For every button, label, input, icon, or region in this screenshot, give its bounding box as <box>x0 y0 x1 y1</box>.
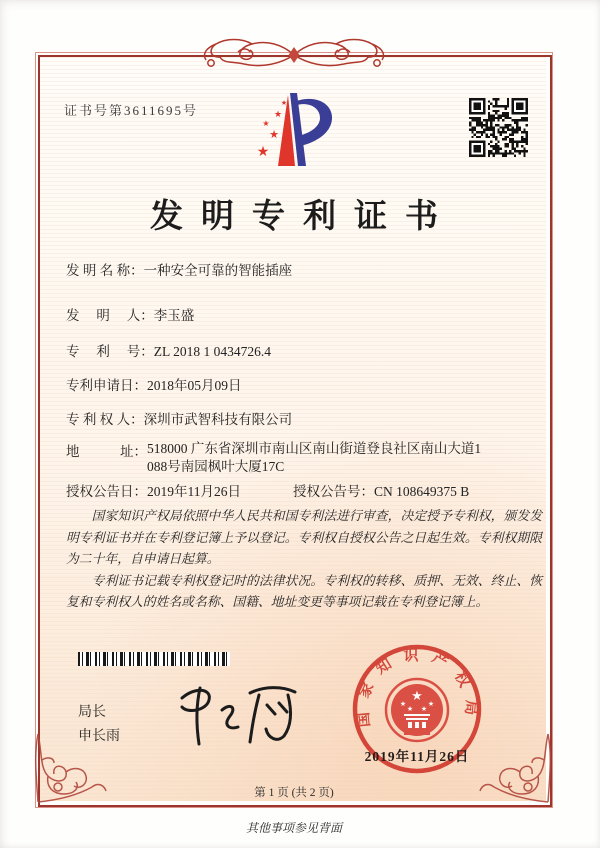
svg-text:★: ★ <box>280 99 288 107</box>
field-label: 专 利 权 人： <box>66 412 144 427</box>
field-label: 授权公告号： <box>293 484 374 499</box>
svg-text:★: ★ <box>420 705 428 713</box>
barcode <box>78 652 230 666</box>
field-label: 专 利 号： <box>66 344 154 359</box>
field-invention-name <box>66 259 292 279</box>
svg-text:★: ★ <box>256 144 270 160</box>
field-filing-date <box>66 374 242 394</box>
certificate-number: 证书号第3611695号 <box>64 103 199 118</box>
back-side-note: 其他事项参见背面 <box>245 821 342 835</box>
svg-text:★: ★ <box>269 128 279 141</box>
field-label: 地 址： <box>66 444 147 459</box>
field-patent-number <box>66 340 271 360</box>
field-value: 一种安全可靠的智能插座 <box>143 263 293 278</box>
field-grant-number <box>293 480 469 500</box>
cnipa-logo <box>238 88 338 174</box>
qr-code <box>469 98 528 157</box>
field-value: CN 108649375 B <box>374 484 470 499</box>
signer-title: 局长 <box>78 703 106 719</box>
svg-text:★: ★ <box>427 700 435 708</box>
svg-text:★: ★ <box>411 689 423 704</box>
seal-agency-text: 国家知识产权局 <box>355 647 479 728</box>
field-value: 2018年05月09日 <box>147 378 242 393</box>
field-value: 2019年11月26日 <box>147 484 241 499</box>
national-emblem-icon <box>386 679 448 741</box>
address-line-1: 518000 广东省深圳市南山区南山街道登良社区南山大道1 <box>147 441 482 456</box>
field-value: 李玉盛 <box>153 308 195 323</box>
field-label: 授权公告日： <box>66 484 147 499</box>
seal-date: 2019年11月26日 <box>364 749 470 764</box>
svg-text:★: ★ <box>399 700 407 708</box>
field-value: ZL 2018 1 0434726.4 <box>153 344 271 359</box>
handwritten-signature <box>162 676 310 758</box>
field-label: 发 明 人： <box>66 308 154 323</box>
legal-paragraph-2: 专利证书记载专利权登记时的法律状况。专利权的转移、质押、无效、终止、恢复和专利权人的姓名或名称、国籍、地址变更等事项记载在专利登记簿上。 <box>66 573 542 609</box>
legal-paragraph-1: 国家知识产权局依照中华人民共和国专利法进行审查，决定授予专利权，颁发发明专利证书并在专利登记簿上予以登记。专利权自授权公告之日起生效。专利权期限为二十年，自申请日起算。 <box>66 509 542 566</box>
certificate-title: 发明专利证书 <box>150 199 456 235</box>
field-address <box>66 440 481 475</box>
svg-text:★: ★ <box>406 705 414 713</box>
svg-text:★: ★ <box>262 119 270 128</box>
page-number: 第 1 页 (共 2 页) <box>254 787 334 799</box>
legal-text <box>66 506 542 614</box>
bottom-right-flourish-ornament <box>476 730 558 814</box>
field-patentee <box>66 408 292 428</box>
signer-name: 申长雨 <box>78 727 120 743</box>
field-label: 专利申请日： <box>66 378 147 393</box>
signer-block <box>78 699 120 747</box>
svg-text:★: ★ <box>273 110 283 120</box>
field-label: 发 明 名 称： <box>66 263 144 278</box>
field-value: 深圳市武智科技有限公司 <box>143 412 293 427</box>
top-flourish-ornament <box>196 36 392 76</box>
field-inventor <box>66 304 194 324</box>
field-grant-date <box>66 480 241 500</box>
address-line-2: 088号南园枫叶大厦17C <box>147 458 285 474</box>
